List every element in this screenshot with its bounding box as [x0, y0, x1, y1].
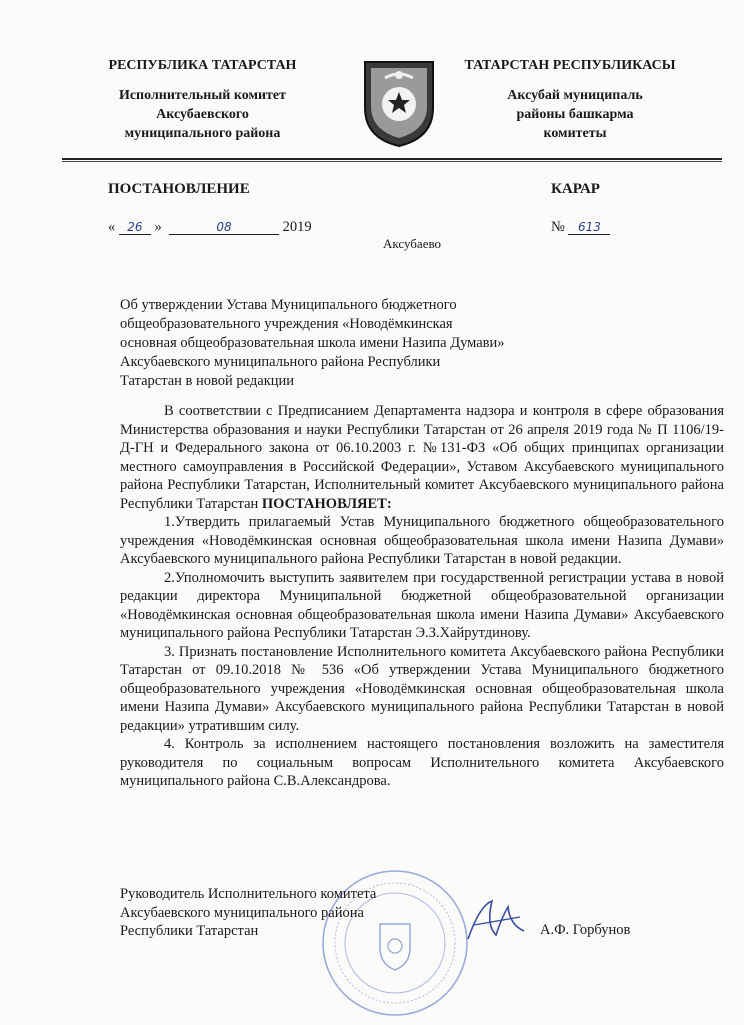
coat-of-arms-icon: [361, 56, 437, 148]
doc-title: ПОСТАНОВЛЕНИЕ: [108, 181, 250, 197]
item-2: 2.Уполномочить выступить заявителем при государственной регистрации устава в новой редакции директора Муниципальной бюджетной общеобразовательной организации «Новодёмкинская основная общеобразовательная школа имени Назипа Думави» Аксубаевского муниципального района Республики Татарстан Э.З.Хайрутдинову.: [120, 569, 724, 641]
right-republic: ТАТАРСТАН РЕСПУБЛИКАСЫ: [464, 58, 676, 73]
item-3: 3. Признать постановление Исполнительного комитета Аксубаевского района Республики Татарстан от 09.10.2018 № 536 «Об утверждении Устава Муниципального бюджетного общеобразовательного учреждения «Новодёмкинская основная общеобразовательная школа имени Назипа Думави» Аксубаевского муниципального района Республики Татарстан в новой редакции» утратившим силу.: [120, 643, 724, 734]
doc-title-tatar: КАРАР: [551, 181, 600, 197]
doc-place: Аксубаево: [383, 236, 442, 251]
handwritten-signature-icon: [462, 895, 532, 945]
item-4: 4. Контроль за исполнением настоящего постановления возложить на заместителя руководителя по социальным вопросам Исполнительного комитета Аксубаевского муниципального района С.В.Александрова.: [120, 736, 724, 789]
header-divider: [62, 158, 722, 160]
header-divider-thin: [62, 161, 722, 162]
left-org-name: Исполнительный комитет Аксубаевского муниципального района: [118, 88, 287, 141]
doc-subject: Об утверждении Устава Муниципального бюджетного общеобразовательного учреждения «Новодёмкинская основная общеобразовательная школа имени Назипа Думави» Аксубаевского муниципального района Республики Татарстан в новой редакции: [120, 297, 505, 389]
date-month: 08: [169, 220, 279, 235]
item-1: 1.Утвердить прилагаемый Устав Муниципального бюджетного общеобразовательного учреждения «Новодёмкинская основная общеобразовательная школа имени Назипа Думави» Аксубаевского муниципального района Республики Татарстан в новой редакции.: [120, 514, 724, 567]
doc-date: « 26 » 08 2019: [108, 219, 312, 235]
number-value: 613: [568, 220, 610, 235]
signatory-name: А.Ф. Горбунов: [540, 922, 631, 938]
signatory-position: Руководитель Исполнительного комитета Аксубаевского муниципального района Республики Татарстан: [120, 886, 377, 939]
date-day: 26: [119, 220, 151, 235]
doc-number: № 613: [551, 219, 610, 236]
preamble: В соответствии с Предписанием Департамента надзора и контроля в сфере образования Министерства образования и науки Республики Татарстан от 26 апреля 2019 года № П 1106/19-Д-ГН и Федерального закона от 06.10.2003 г. №131-ФЗ «Об общих принципах организации местного самоуправления в Российской Федерации», Уставом Аксубаевского муниципального района Республики Татарстан, Исполнительный комитет Аксубаевского муниципального района Республики Татарстан ПОСТАНОВЛЯЕТ:: [120, 403, 724, 512]
left-republic: РЕСПУБЛИКА ТАТАРСТАН: [108, 58, 297, 73]
right-org-name: Аксубай муниципаль районы башкарма комитеты: [507, 88, 643, 141]
date-year: 2019: [282, 219, 312, 235]
doc-body: [120, 402, 724, 791]
decree-word: ПОСТАНОВЛЯЕТ:: [261, 495, 392, 512]
